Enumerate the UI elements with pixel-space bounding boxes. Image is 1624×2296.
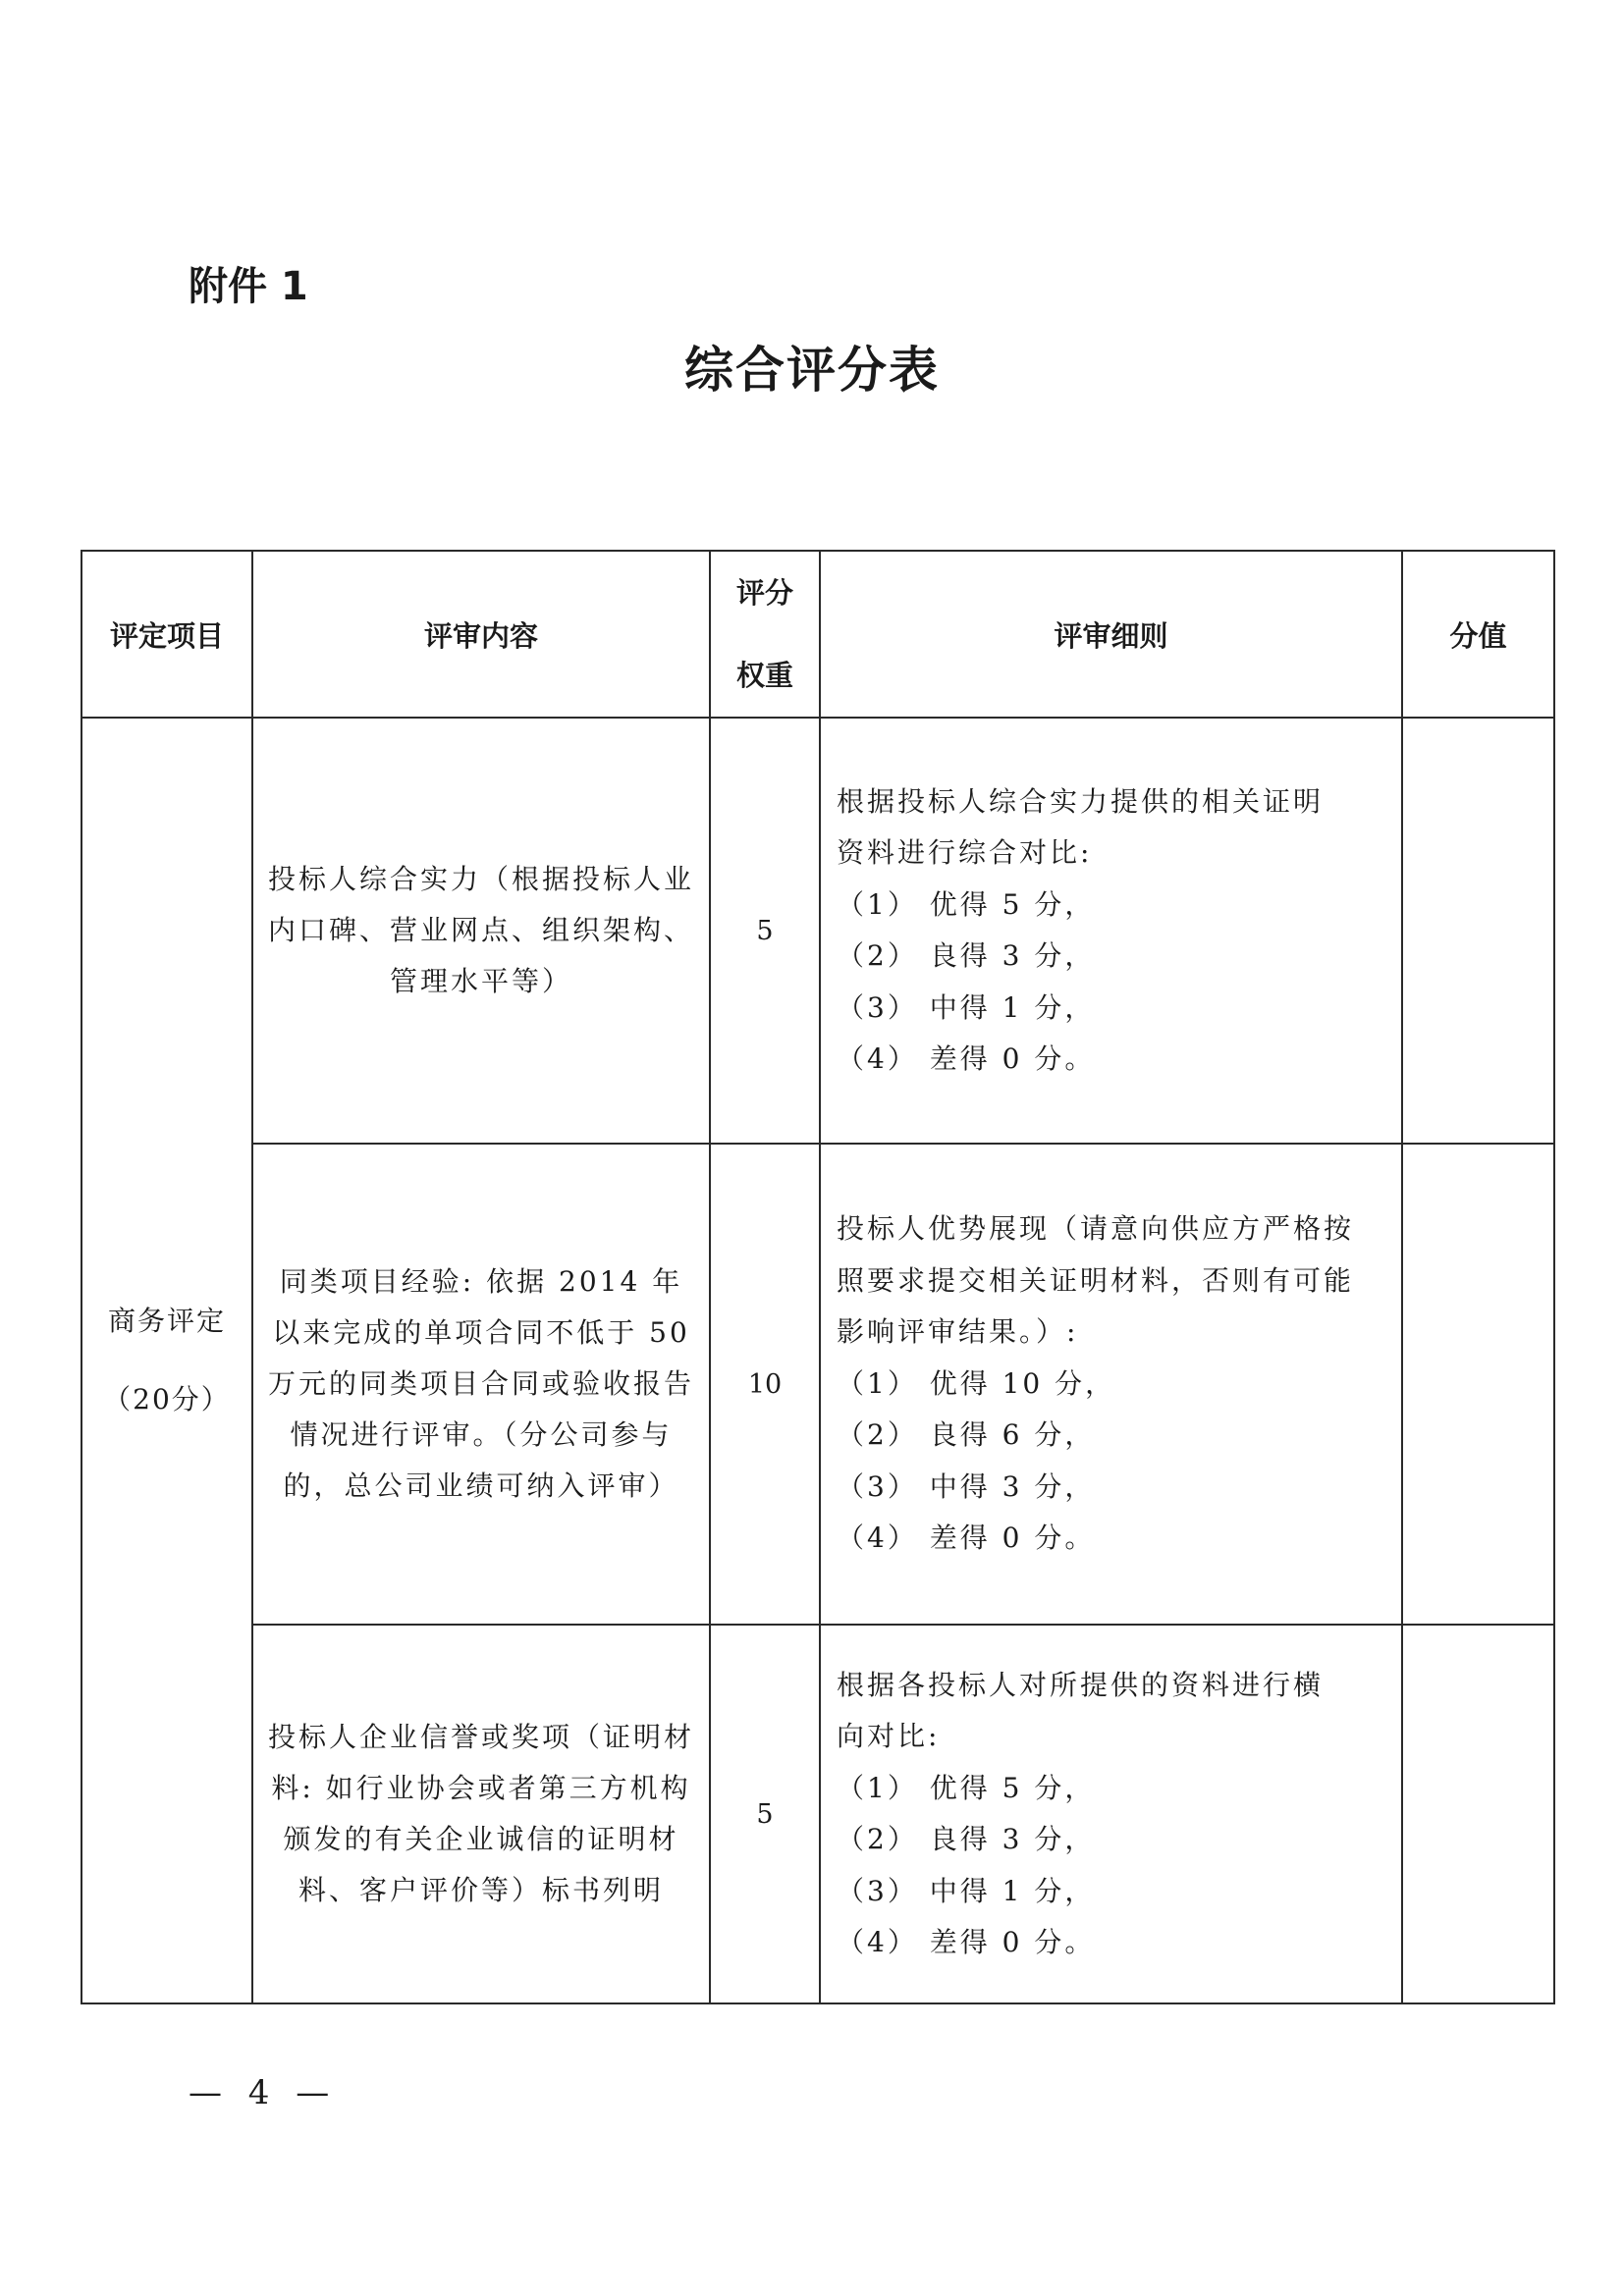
rules-cell [820, 718, 1402, 1144]
rule-intro-line: 照要求提交相关证明材料，否则有可能 [837, 1263, 1355, 1297]
header-weight [710, 551, 820, 718]
page-number: — 4 — [189, 2073, 338, 2112]
table-row [81, 1144, 1554, 1625]
rule-intro-line: 根据投标人综合实力提供的相关证明 [837, 784, 1325, 818]
rule-item: （1） 优得 5 分， [837, 887, 1096, 921]
rule-intro-line: 影响评审结果。）: [837, 1315, 1079, 1349]
page-title: 综合评分表 [684, 342, 940, 399]
rule-intro-line: 向对比: [837, 1720, 941, 1752]
weight-cell: 10 [710, 1144, 820, 1625]
weight-cell: 5 [710, 718, 820, 1144]
category-points: （20分） [103, 1383, 231, 1415]
rule-item: （3） 中得 3 分， [837, 1469, 1096, 1503]
category-cell [81, 718, 252, 2003]
header-score: 分值 [1402, 551, 1554, 718]
table-row [81, 1625, 1554, 2003]
rule-item: （4） 差得 0 分。 [837, 1042, 1096, 1075]
rule-intro-line: 资料进行综合对比: [837, 836, 1093, 869]
rule-item: （2） 良得 3 分， [837, 1823, 1096, 1855]
score-cell [1402, 718, 1554, 1144]
table-header-row [81, 551, 1554, 718]
rule-intro-line: 投标人优势展现（请意向供应方严格按 [837, 1212, 1355, 1246]
rule-item: （2） 良得 3 分， [837, 939, 1096, 972]
content-cell: 投标人企业信誉或奖项（证明材料: 如行业协会或者第三方机构颁发的有关企业诚信的证明材料、客户评价等）标书列明 [252, 1625, 710, 2003]
attachment-label: 附件 1 [189, 264, 308, 309]
rule-item: （4） 差得 0 分。 [837, 1522, 1096, 1555]
rule-item: （3） 中得 1 分， [837, 1874, 1096, 1907]
scoring-table [81, 550, 1555, 2004]
table-row [81, 718, 1554, 1144]
header-weight-line2: 权重 [735, 659, 793, 692]
content-cell: 投标人综合实力（根据投标人业内口碑、营业网点、组织架构、管理水平等） [252, 718, 710, 1144]
rules-cell [820, 1625, 1402, 2003]
rule-intro-line: 根据各投标人对所提供的资料进行横 [837, 1668, 1325, 1701]
rules-cell [820, 1144, 1402, 1625]
weight-cell: 5 [710, 1625, 820, 2003]
category-name: 商务评定 [107, 1305, 226, 1337]
header-content: 评审内容 [252, 551, 710, 718]
rule-item: （4） 差得 0 分。 [837, 1926, 1096, 1958]
rule-item: （1） 优得 10 分， [837, 1366, 1116, 1400]
header-item: 评定项目 [81, 551, 252, 718]
rule-item: （1） 优得 5 分， [837, 1771, 1096, 1804]
score-cell [1402, 1144, 1554, 1625]
rule-item: （2） 良得 6 分， [837, 1418, 1096, 1452]
header-weight-line1: 评分 [735, 576, 793, 610]
score-cell [1402, 1625, 1554, 2003]
header-rules: 评审细则 [820, 551, 1402, 718]
content-cell: 同类项目经验: 依据 2014 年以来完成的单项合同不低于 50 万元的同类项目合同或验收报告情况进行评审。（分公司参与的，总公司业绩可纳入评审） [252, 1144, 710, 1625]
rule-item: （3） 中得 1 分， [837, 990, 1096, 1024]
